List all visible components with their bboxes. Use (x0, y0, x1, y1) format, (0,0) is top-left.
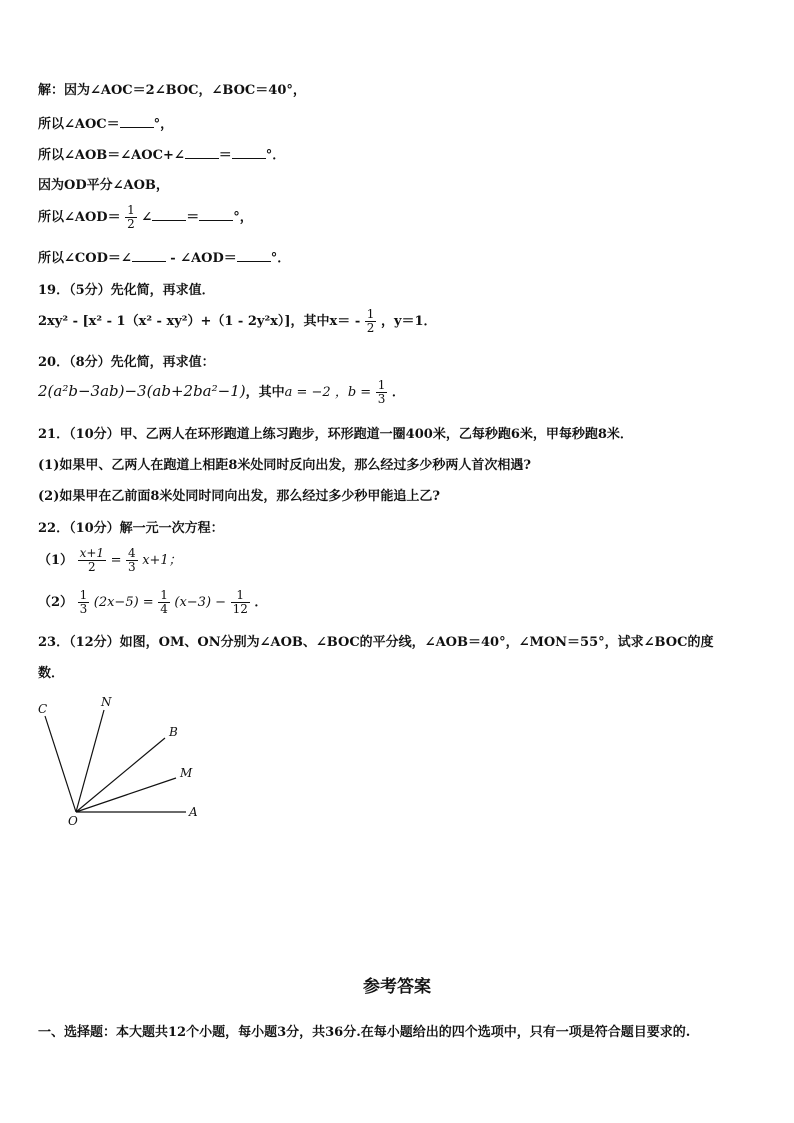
ray-OC (45, 716, 76, 812)
q21-head: 21．（10分）甲、乙两人在环形跑道上练习跑步，环形跑道一圈400米，乙每秒跑6米，甲每秒跑8米． (38, 427, 633, 442)
label-M: M (180, 766, 193, 780)
ray-ON (76, 710, 104, 812)
fraction: $\frac{1}{4}$ (160, 588, 168, 616)
label-B: B (169, 725, 178, 739)
q23-line-1: 23．（12分）如图，OM、ON分别为∠AOB、∠BOC的平分线，∠AOB＝40°，∠MON＝55°，试求∠BOC的度 (38, 635, 714, 650)
answers-section-1: 一、选择题：本大题共12个小题，每小题3分，共36分.在每小题给出的四个选项中，只有一项是符合题目要求的. (38, 1025, 691, 1040)
solution-line-5: 所以∠AOD＝ $\frac{1}{2}$ ∠ ＝ °， (38, 203, 253, 231)
fraction: $\frac{1}{3}$ (79, 588, 88, 616)
answers-title: 参考答案 (363, 977, 431, 997)
solution-line-3: 所以∠AOB＝∠AOC+∠ ＝ °． (38, 148, 286, 163)
solution-line-6: 所以∠COD＝∠ - ∠AOD＝ °． (38, 251, 291, 266)
fraction: $\frac{x+1}{2}$ (79, 546, 105, 574)
q20-expression: 2(a²b−3ab)−3(ab+2ba²−1)，其中a = −2 ，b = $\frac{1}{3}$ ． (38, 378, 405, 406)
fraction: $\frac{1}{12}$ (232, 588, 248, 616)
fraction: $\frac{1}{2}$ (127, 203, 135, 231)
fraction: $\frac{4}{3}$ (128, 546, 136, 574)
q21-part-1: (1)如果甲、乙两人在跑道上相距8米处同时反向出发，那么经过多少秒两人首次相遇? (38, 458, 532, 473)
ray-OB (76, 738, 165, 812)
q23-line-2: 数． (38, 666, 65, 681)
label-O: O (68, 814, 78, 828)
solution-line-1: 解：因为∠AOC＝2∠BOC，∠BOC＝40°， (38, 83, 306, 98)
label-A: A (189, 805, 198, 819)
q22-head: 22．（10分）解一元一次方程： (38, 521, 224, 536)
q22-equation-2: （2） $\frac{1}{3}$ (2x−5) = $\frac{1}{4}$ (x−3) − $\frac{1}{12}$ ． (38, 588, 268, 616)
label-C: C (38, 702, 48, 716)
q22-equation-1: （1） $\frac{x+1}{2}$ = $\frac{4}{3}$ x+1； (38, 546, 182, 574)
q19-expression: 2xy² - [x² - 1（x² - xy²）+（1 - 2y²x）]，其中x＝ - $\frac{1}{2}$ ，y＝1． (38, 307, 437, 335)
ray-OM (76, 778, 176, 812)
q20-head: 20．（8分）先化简，再求值： (38, 355, 215, 370)
solution-line-4: 因为OD平分∠AOB， (38, 178, 169, 193)
q21-part-2: (2)如果甲在乙前面8米处同时同向出发，那么经过多少秒甲能追上乙? (38, 489, 441, 504)
q19-head: 19．（5分）先化简，再求值． (38, 283, 215, 298)
fraction: $\frac{1}{3}$ (377, 378, 386, 406)
solution-line-2: 所以∠AOC＝ °， (38, 117, 174, 132)
label-N: N (101, 695, 112, 709)
fraction: $\frac{1}{2}$ (366, 307, 375, 335)
